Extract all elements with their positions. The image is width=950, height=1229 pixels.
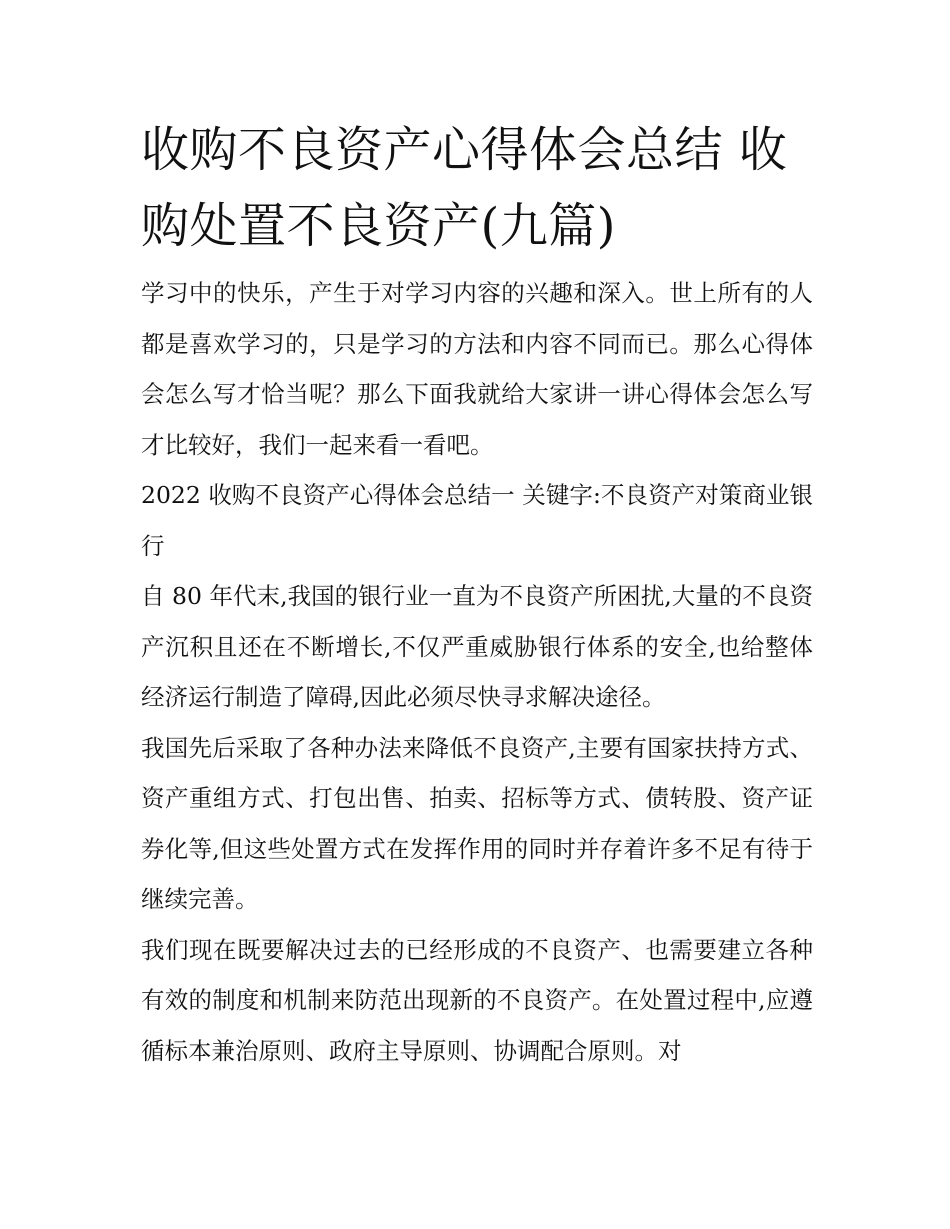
paragraph-intro: 学习中的快乐，产生于对学习内容的兴趣和深入。世上所有的人都是喜欢学习的，只是学习的方法和内容不同而已。那么心得体会怎么写才恰当呢？那么下面我就给大家讲一讲心得体会怎么写才比较好，我们一起来看一看吧。	[141, 279, 813, 459]
paragraph-principles: 我们现在既要解决过去的已经形成的不良资产、也需要建立各种有效的制度和机制来防范出现新的不良资产。在处置过程中,应遵循标本兼治原则、政府主导原则、协调配合原则。对	[141, 935, 813, 1065]
paragraph-keywords: 2022 收购不良资产心得体会总结一 关键字:不良资产对策商业银行	[141, 481, 813, 560]
paragraph-methods: 我国先后采取了各种办法来降低不良资产,主要有国家扶持方式、资产重组方式、打包出售、拍卖、招标等方式、债转股、资产证券化等,但这些处置方式在发挥作用的同时并存着许多不足有待于继续完善。	[141, 733, 813, 913]
document-title: 收购不良资产心得体会总结 收购处置不良资产(九篇)	[141, 122, 788, 254]
paragraph-background: 自 80 年代末,我国的银行业一直为不良资产所困扰,大量的不良资产沉积且还在不断增长,不仅严重威胁银行体系的安全,也给整体经济运行制造了障碍,因此必须尽快寻求解决途径。	[141, 582, 813, 711]
document-body	[141, 112, 813, 1076]
